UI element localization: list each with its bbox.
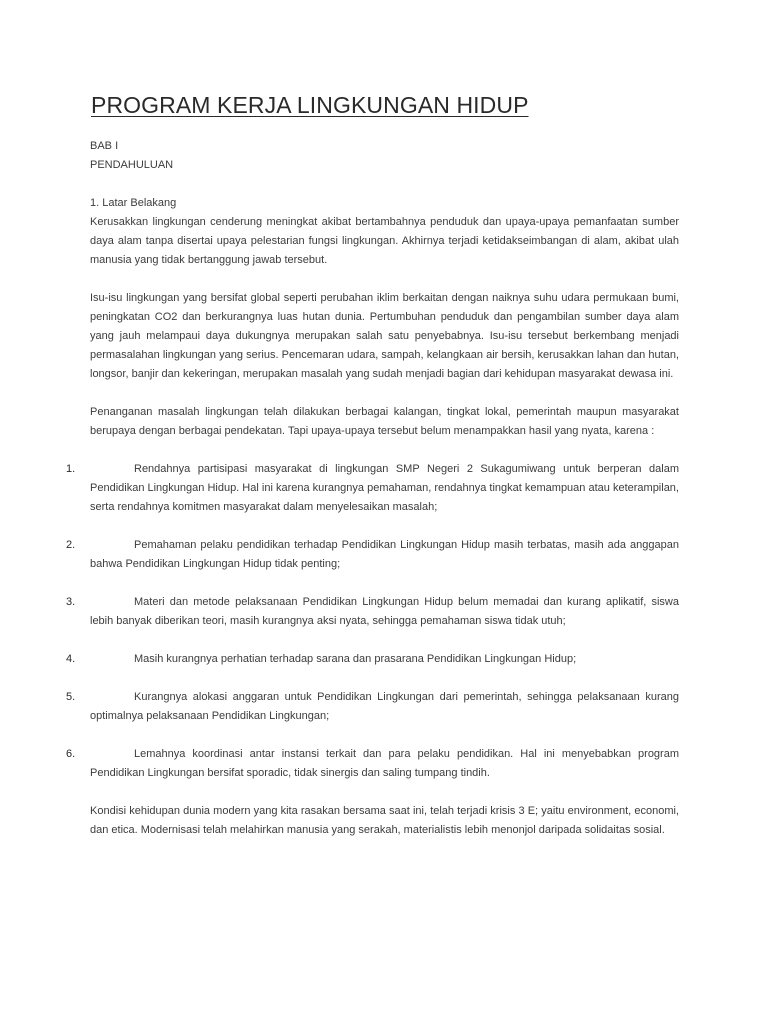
spacer — [90, 175, 679, 194]
list-number: 6. — [66, 748, 76, 760]
closing-paragraph: Kondisi kehidupan dunia modern yang kita rasakan bersama saat ini, telah terjadi krisis 3 E; yaitu environment, economi, dan etica. Modernisasi telah melahirkan manusia yang serakah, materialistis lebih menonjol daripada solidaitas sosial. — [90, 805, 679, 836]
list-item — [66, 536, 679, 574]
list-number: 2. — [66, 539, 76, 551]
paragraph: Isu-isu lingkungan yang bersifat global seperti perubahan iklim berkaitan dengan naiknya suhu udara permukaan bumi, peningkatan CO2 dan berkurangnya luas hutan dunia. Pertumbuhan penduduk dan pengambilan sumber daya alam yang jauh melampaui daya dukungnya merupakan salah satu penyebabnya. Isu-isu tersebut berkembang menjadi permasalahan lingkungan yang serius. Pencemaran udara, sampah, kelangkaan air bersih, kerusakkan lahan dan hutan, longsor, banjir dan kekeringan, merupakan masalah yang sudah menjadi bagian dari kehidupan masyarakat dewasa ini. — [90, 292, 679, 380]
spacer — [90, 270, 679, 289]
list-number: 3. — [66, 596, 76, 608]
list-item-text: Masih kurangnya perhatian terhadap sarana dan prasarana Pendidikan Lingkungan Hidup; — [134, 653, 577, 665]
list-item — [66, 688, 679, 726]
paragraph: Kerusakkan lingkungan cenderung meningkat akibat bertambahnya penduduk dan upaya-upaya pemanfaatan sumber daya alam tanpa disertai upaya pelestarian fungsi lingkungan. Akhirnya terjadi ketidakseimbangan di alam, akibat ulah manusia yang tidak bertanggung jawab tersebut. — [90, 216, 679, 266]
chapter-title: PENDAHULUAN — [90, 159, 174, 171]
spacer — [90, 669, 679, 688]
list-number: 4. — [66, 653, 76, 665]
list-item — [66, 650, 679, 669]
spacer — [90, 517, 679, 536]
section-heading: 1. Latar Belakang — [90, 197, 177, 209]
list-item — [66, 745, 679, 783]
list-item — [66, 593, 679, 631]
spacer — [90, 384, 679, 403]
list-item-text: Materi dan metode pelaksanaan Pendidikan Lingkungan Hidup belum memadai dan kurang aplikatif, siswa lebih banyak diberikan teori, masih kurangnya aksi nyata, sehingga pemahaman siswa tidak utuh; — [90, 596, 679, 627]
spacer — [90, 441, 679, 460]
document-title: PROGRAM KERJA LINGKUNGAN HIDUP — [91, 92, 529, 118]
list-item-text: Rendahnya partisipasi masyarakat di lingkungan SMP Negeri 2 Sukagumiwang untuk berperan dalam Pendidikan Lingkungan Hidup. Hal ini karena kurangnya pemahaman, rendahnya tingkat kemampuan atau keterampilan, serta rendahnya komitmen masyarakat dalam menyelesaikan masalah; — [90, 463, 679, 513]
document-body — [66, 137, 679, 840]
spacer — [90, 631, 679, 650]
spacer — [90, 783, 679, 802]
spacer — [90, 574, 679, 593]
list-item-text: Pemahaman pelaku pendidikan terhadap Pendidikan Lingkungan Hidup masih terbatas, masih ada anggapan bahwa Pendidikan Lingkungan Hidup tidak penting; — [90, 539, 679, 570]
spacer — [90, 726, 679, 745]
list-item-text: Lemahnya koordinasi antar instansi terkait dan para pelaku pendidikan. Hal ini menyebabkan program Pendidikan Lingkungan bersifat sporadic, tidak sinergis dan saling tumpang tindih. — [90, 748, 679, 779]
list-number: 5. — [66, 691, 76, 703]
list-item — [66, 460, 679, 517]
chapter-label: BAB I — [90, 140, 119, 152]
list-number: 1. — [66, 463, 76, 475]
list-item-text: Kurangnya alokasi anggaran untuk Pendidikan Lingkungan dari pemerintah, sehingga pelaksanaan kurang optimalnya pelaksanaan Pendidikan Lingkungan; — [90, 691, 679, 722]
paragraph: Penanganan masalah lingkungan telah dilakukan berbagai kalangan, tingkat lokal, pemerintah maupun masyarakat berupaya dengan berbagai pendekatan. Tapi upaya-upaya tersebut belum menampakkan hasil yang nyata, karena : — [90, 406, 679, 437]
